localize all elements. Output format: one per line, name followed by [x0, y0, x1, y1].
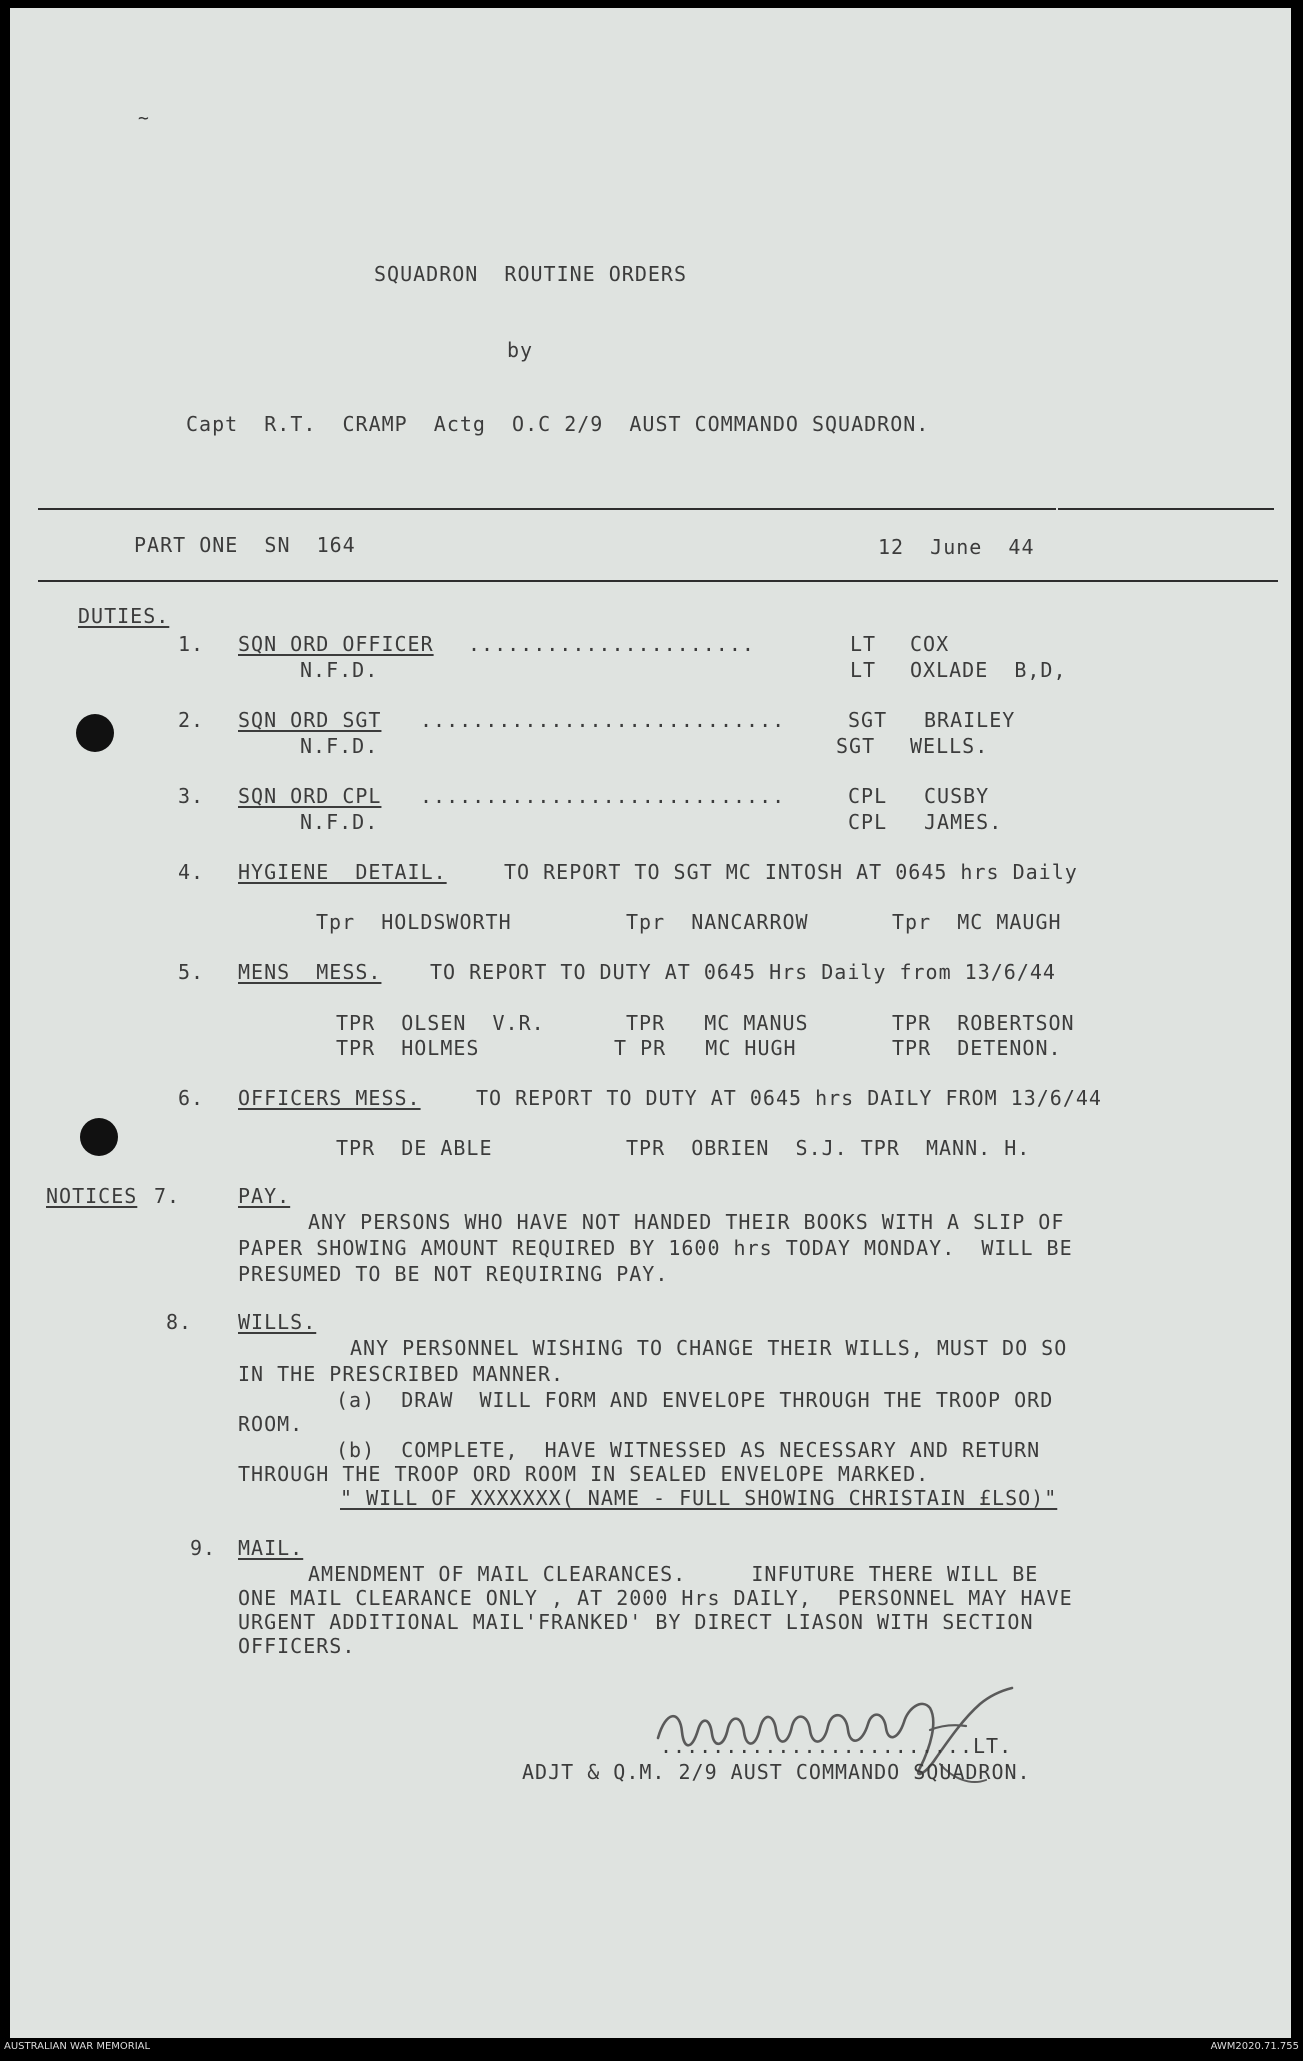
duty-1-nfd-rank: LT — [850, 658, 877, 682]
issuer-line: Capt R.T. CRAMP Actg O.C 2/9 AUST COMMANDO SQUADRON. — [186, 412, 930, 436]
duty-3-number: 3. — [178, 784, 205, 808]
duties-heading: DUTIES. — [78, 604, 170, 628]
mens-mess-r1-c1: TPR OLSEN V.R. — [336, 1011, 545, 1035]
notice-9-number: 9. — [190, 1536, 217, 1560]
officers-mess-man-2: TPR OBRIEN S.J. TPR MANN. H. — [626, 1136, 1031, 1160]
notice-7-title: PAY. — [238, 1184, 291, 1208]
notice-8-title: WILLS. — [238, 1310, 317, 1334]
part-number: PART ONE SN 164 — [134, 533, 356, 557]
duty-6-title: OFFICERS MESS. — [238, 1086, 421, 1110]
duty-5-title: MENS MESS. — [238, 960, 382, 984]
duty-2-rank: SGT — [848, 708, 888, 732]
duty-4-title: HYGIENE DETAIL. — [238, 860, 447, 884]
duty-6-number: 6. — [178, 1086, 205, 1110]
hygiene-man-2: Tpr NANCARROW — [626, 910, 809, 934]
footer-institution: AUSTRALIAN WAR MEMORIAL — [4, 2041, 151, 2052]
signature-title: ADJT & Q.M. 2/9 AUST COMMANDO SQUADRON. — [522, 1760, 1031, 1784]
duty-1-nfd-name: OXLADE B,D, — [910, 658, 1067, 682]
footer-catalogue-number: AWM2020.71.755 — [1210, 2041, 1299, 2052]
punch-hole-bottom — [80, 1118, 118, 1156]
pay-line-1: ANY PERSONS WHO HAVE NOT HANDED THEIR BOOKS WITH A SLIP OF — [308, 1210, 1065, 1234]
duty-3-rank: CPL — [848, 784, 888, 808]
mens-mess-r2-c1: TPR HOLMES — [336, 1036, 480, 1060]
mens-mess-r1-c2: TPR MC MANUS — [626, 1011, 809, 1035]
notices-heading: NOTICES — [46, 1184, 138, 1208]
duty-1-number: 1. — [178, 632, 205, 656]
wills-line-7: " WILL OF XXXXXXX( NAME - FULL SHOWING CHRISTAIN £LSO)" — [340, 1486, 1058, 1510]
mail-line-2: ONE MAIL CLEARANCE ONLY , AT 2000 Hrs DAILY, PERSONNEL MAY HAVE — [238, 1586, 1073, 1610]
duty-2-leader: ............................ — [420, 708, 786, 732]
document-title: SQUADRON ROUTINE ORDERS — [374, 262, 687, 286]
duty-3-nfd: N.F.D. — [300, 810, 379, 834]
notice-7-number: 7. — [154, 1184, 181, 1208]
duty-3-title: SQN ORD CPL — [238, 784, 382, 808]
duty-1-leader: ...................... — [468, 632, 755, 656]
duty-4-number: 4. — [178, 860, 205, 884]
header-rule-bottom — [38, 580, 1278, 582]
notice-9-title: MAIL. — [238, 1536, 304, 1560]
stray-mark: ~ — [138, 108, 149, 129]
wills-line-5: (b) COMPLETE, HAVE WITNESSED AS NECESSARY AND RETURN — [336, 1438, 1041, 1462]
order-date: 12 June 44 — [878, 535, 1035, 559]
wills-line-4: ROOM. — [238, 1412, 304, 1436]
notice-8-number: 8. — [166, 1310, 193, 1334]
duty-2-nfd-rank: SGT — [836, 734, 876, 758]
duty-1-name: COX — [910, 632, 950, 656]
wills-line-2: IN THE PRESCRIBED MANNER. — [238, 1362, 565, 1386]
duty-1-rank: LT — [850, 632, 877, 656]
duty-4-text: TO REPORT TO SGT MC INTOSH AT 0645 hrs Daily — [504, 860, 1078, 884]
wills-line-3: (a) DRAW WILL FORM AND ENVELOPE THROUGH THE TROOP ORD — [336, 1388, 1054, 1412]
mens-mess-r1-c3: TPR ROBERTSON — [892, 1011, 1075, 1035]
duty-1-title: SQN ORD OFFICER — [238, 632, 434, 656]
document-page — [10, 8, 1291, 2038]
archive-footer — [0, 2041, 1303, 2055]
wills-line-1: ANY PERSONNEL WISHING TO CHANGE THEIR WILLS, MUST DO SO — [350, 1336, 1068, 1360]
pay-line-2: PAPER SHOWING AMOUNT REQUIRED BY 1600 hrs TODAY MONDAY. WILL BE — [238, 1236, 1073, 1260]
duty-2-number: 2. — [178, 708, 205, 732]
duty-3-leader: ............................ — [420, 784, 786, 808]
mail-line-4: OFFICERS. — [238, 1634, 356, 1658]
hygiene-man-1: Tpr HOLDSWORTH — [316, 910, 512, 934]
duty-2-title: SQN ORD SGT — [238, 708, 382, 732]
duty-3-name: CUSBY — [924, 784, 990, 808]
duty-5-number: 5. — [178, 960, 205, 984]
by-line: by — [507, 338, 534, 362]
duty-2-nfd-name: WELLS. — [910, 734, 989, 758]
duty-6-text: TO REPORT TO DUTY AT 0645 hrs DAILY FROM 13/6/44 — [476, 1086, 1102, 1110]
duty-3-nfd-rank: CPL — [848, 810, 888, 834]
mail-line-3: URGENT ADDITIONAL MAIL'FRANKED' BY DIRECT LIASON WITH SECTION — [238, 1610, 1034, 1634]
signature-dots: ........................LT. — [660, 1734, 1013, 1758]
hygiene-man-3: Tpr MC MAUGH — [892, 910, 1062, 934]
duty-5-text: TO REPORT TO DUTY AT 0645 Hrs Daily from 13/6/44 — [430, 960, 1056, 984]
mail-line-1: AMENDMENT OF MAIL CLEARANCES. INFUTURE THERE WILL BE — [308, 1562, 1039, 1586]
punch-hole-top — [76, 714, 114, 752]
officers-mess-man-1: TPR DE ABLE — [336, 1136, 493, 1160]
mens-mess-r2-c3: TPR DETENON. — [892, 1036, 1062, 1060]
duty-2-name: BRAILEY — [924, 708, 1016, 732]
duty-2-nfd: N.F.D. — [300, 734, 379, 758]
wills-line-6: THROUGH THE TROOP ORD ROOM IN SEALED ENVELOPE MARKED. — [238, 1462, 930, 1486]
top-rule-left — [38, 508, 1056, 510]
mens-mess-r2-c2: T PR MC HUGH — [614, 1036, 797, 1060]
pay-line-3: PRESUMED TO BE NOT REQUIRING PAY. — [238, 1262, 669, 1286]
top-rule-right — [1058, 508, 1274, 510]
duty-1-nfd: N.F.D. — [300, 658, 379, 682]
duty-3-nfd-name: JAMES. — [924, 810, 1003, 834]
